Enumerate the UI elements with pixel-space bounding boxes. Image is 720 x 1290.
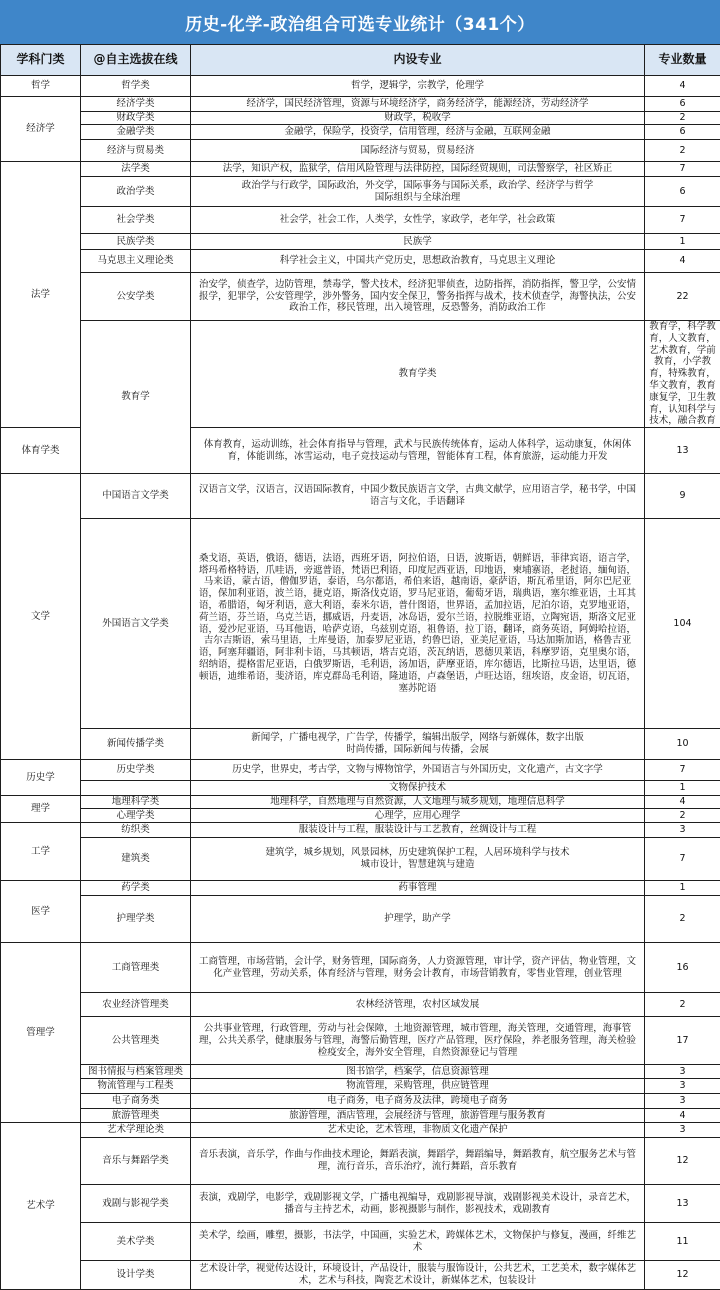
table-row [1, 1261, 720, 1290]
majors-cell: 哲学，逻辑学，宗教学，伦理学 [191, 76, 645, 97]
count-cell: 4 [645, 796, 720, 809]
subcategory-cell: 马克思主义理论类 [81, 250, 191, 273]
count-cell: 10 [645, 729, 720, 760]
majors-cell: 教育学，科学教育，人文教育，艺术教育，学前教育，小学教育，特殊教育，华文教育，教育康复学，卫生教育，认知科学与技术，融合教育 [645, 321, 720, 428]
majors-cell: 农林经济管理，农村区域发展 [191, 993, 645, 1017]
table-row [1, 1065, 720, 1079]
table-row [1, 1017, 720, 1065]
count-cell: 6 [645, 177, 720, 207]
table-row [1, 781, 720, 796]
count-cell: 4 [645, 1109, 720, 1123]
majors-cell: 汉语言文学，汉语言，汉语国际教育，中国少数民族语言文学，古典文献学，应用语言学，秘书学，中国语言与文化，手语翻译 [191, 474, 645, 519]
table-row [1, 76, 720, 97]
subcategory-cell: 法学类 [81, 162, 191, 177]
count-cell: 7 [645, 162, 720, 177]
table-row [1, 140, 720, 162]
table-row [1, 474, 720, 519]
subcategory-cell: 政治学类 [81, 177, 191, 207]
majors-cell: 体育教育，运动训练，社会体育指导与管理，武术与民族传统体育，运动人体科学，运动康复，休闲体育，体能训练，冰雪运动，电子竞技运动与管理，智能体育工程，体育旅游，运动能力开发 [191, 428, 645, 474]
table-row [1, 1185, 720, 1223]
count-cell: 2 [645, 896, 720, 943]
majors-cell: 地理科学，自然地理与自然资源，人文地理与城乡规划，地理信息科学 [191, 796, 645, 809]
subcategory-cell: 建筑类 [81, 838, 191, 881]
table-row [1, 207, 720, 234]
table-row [1, 809, 720, 823]
category-cell: 工学 [1, 823, 81, 881]
category-cell: 管理学 [1, 943, 81, 1123]
table-row [1, 1079, 720, 1094]
majors-cell: 艺术设计学，视觉传达设计，环境设计，产品设计，服装与服饰设计，公共艺术，工艺美术，数字媒体艺术，艺术与科技，陶瓷艺术设计，新媒体艺术，包装设计 [191, 1261, 645, 1290]
table-row [1, 273, 720, 321]
subcategory-cell: 经济学类 [81, 97, 191, 112]
category-cell: 艺术学 [1, 1123, 81, 1290]
subcategory-cell: 旅游管理类 [81, 1109, 191, 1123]
table-row [1, 1109, 720, 1123]
majors-cell: 法学，知识产权，监狱学，信用风险管理与法律防控，国际经贸规则，司法警察学，社区矫正 [191, 162, 645, 177]
subcategory-cell: 经济与贸易类 [81, 140, 191, 162]
subcategory-cell: 新闻传播学类 [81, 729, 191, 760]
majors-cell: 电子商务，电子商务及法律，跨境电子商务 [191, 1094, 645, 1109]
table-row [1, 881, 720, 896]
subcategory-cell: 美术学类 [81, 1223, 191, 1261]
count-cell: 11 [645, 1223, 720, 1261]
table-row [1, 519, 720, 729]
majors-cell: 药事管理 [191, 881, 645, 896]
table-body [1, 76, 720, 1290]
subcategory-cell: 教育学类 [191, 321, 645, 428]
count-cell: 9 [645, 474, 720, 519]
category-cell: 文学 [1, 474, 81, 760]
count-cell: 6 [645, 125, 720, 140]
majors-cell: 财政学，税收学 [191, 112, 645, 125]
subcategory-cell: 工商管理类 [81, 943, 191, 993]
table-row [1, 162, 720, 177]
count-cell: 3 [645, 823, 720, 838]
subcategory-cell: 药学类 [81, 881, 191, 896]
subcategory-cell: 历史学类 [81, 760, 191, 781]
table-row [1, 943, 720, 993]
count-cell: 22 [645, 273, 720, 321]
category-cell: 医学 [1, 881, 81, 943]
subcategory-cell: 护理学类 [81, 896, 191, 943]
table-row [1, 823, 720, 838]
majors-cell: 公共事业管理，行政管理，劳动与社会保障，土地资源管理，城市管理，海关管理，交通管理，海事管理，公共关系学，健康服务与管理，海警后勤管理，医疗产品管理，医疗保险，养老服务管理，海关检验检疫安全，海外安全管理，自然资源登记与管理 [191, 1017, 645, 1065]
majors-cell: 建筑学，城乡规划，风景园林，历史建筑保护工程，人居环境科学与技术 城市设计，智慧建筑与建造 [191, 838, 645, 881]
majors-cell: 历史学，世界史，考古学，文物与博物馆学，外国语言与外国历史，文化遗产，古文字学 [191, 760, 645, 781]
table-row [1, 1094, 720, 1109]
header-majors: 内设专业 [191, 45, 645, 76]
majors-cell: 美术学，绘画，雕塑，摄影，书法学，中国画，实验艺术，跨媒体艺术，文物保护与修复，漫画，纤维艺术 [191, 1223, 645, 1261]
subcategory-cell: 戏剧与影视学类 [81, 1185, 191, 1223]
table-row [1, 760, 720, 781]
table-row [1, 1138, 720, 1185]
count-cell: 3 [645, 1065, 720, 1079]
count-cell: 3 [645, 1123, 720, 1138]
subcategory-cell: 社会学类 [81, 207, 191, 234]
majors-cell: 经济学，国民经济管理，资源与环境经济学，商务经济学，能源经济，劳动经济学 [191, 97, 645, 112]
subcategory-cell: 电子商务类 [81, 1094, 191, 1109]
count-cell: 2 [645, 140, 720, 162]
majors-cell: 国际经济与贸易，贸易经济 [191, 140, 645, 162]
majors-cell: 政治学与行政学，国际政治，外交学，国际事务与国际关系，政治学、经济学与哲学 国际组织与全球治理 [191, 177, 645, 207]
major-statistics-table [0, 44, 720, 1290]
table-row [1, 112, 720, 125]
category-cell: 理学 [1, 796, 81, 823]
header-category: 学科门类 [1, 45, 81, 76]
category-cell: 教育学 [81, 321, 191, 474]
subcategory-cell: 中国语言文学类 [81, 474, 191, 519]
table-row [1, 321, 720, 428]
subcategory-cell: 公共管理类 [81, 1017, 191, 1065]
count-cell: 2 [645, 809, 720, 823]
majors-cell: 社会学，社会工作，人类学，女性学，家政学，老年学，社会政策 [191, 207, 645, 234]
subcategory-cell: 公安学类 [81, 273, 191, 321]
table-row [1, 97, 720, 112]
subcategory-cell: 艺术学理论类 [81, 1123, 191, 1138]
table-row [1, 234, 720, 250]
majors-cell: 金融学，保险学，投资学，信用管理，经济与金融，互联网金融 [191, 125, 645, 140]
count-cell: 2 [645, 112, 720, 125]
count-cell: 1 [645, 234, 720, 250]
majors-cell: 护理学，助产学 [191, 896, 645, 943]
majors-cell: 民族学 [191, 234, 645, 250]
subcategory-cell: 哲学类 [81, 76, 191, 97]
count-cell: 7 [645, 760, 720, 781]
count-cell: 13 [645, 428, 720, 474]
majors-cell: 图书馆学，档案学，信息资源管理 [191, 1065, 645, 1079]
majors-cell: 表演，戏剧学，电影学，戏剧影视文学，广播电视编导，戏剧影视导演，戏剧影视美术设计，录音艺术，播音与主持艺术，动画，影视摄影与制作，影视技术，戏剧教育 [191, 1185, 645, 1223]
count-cell: 1 [645, 781, 720, 796]
table-row [1, 796, 720, 809]
subcategory-cell: 金融学类 [81, 125, 191, 140]
majors-cell: 音乐表演，音乐学，作曲与作曲技术理论，舞蹈表演，舞蹈学，舞蹈编导，舞蹈教育，航空服务艺术与管理，流行音乐，音乐治疗，流行舞蹈，音乐教育 [191, 1138, 645, 1185]
majors-cell: 文物保护技术 [191, 781, 645, 796]
majors-cell: 科学社会主义，中国共产党历史，思想政治教育，马克思主义理论 [191, 250, 645, 273]
subcategory-cell: 图书情报与档案管理类 [81, 1065, 191, 1079]
subcategory-cell: 农业经济管理类 [81, 993, 191, 1017]
count-cell: 3 [645, 1094, 720, 1109]
page-title: 历史-化学-政治组合可选专业统计（341个） [0, 0, 720, 44]
subcategory-cell: 民族学类 [81, 234, 191, 250]
majors-cell: 艺术史论，艺术管理，非物质文化遗产保护 [191, 1123, 645, 1138]
table-row [1, 1223, 720, 1261]
majors-cell: 心理学，应用心理学 [191, 809, 645, 823]
subcategory-cell: 心理学类 [81, 809, 191, 823]
header-count: 专业数量 [645, 45, 720, 76]
count-cell: 7 [645, 207, 720, 234]
majors-cell: 治安学，侦查学，边防管理，禁毒学，警犬技术，经济犯罪侦查，边防指挥，消防指挥，警卫学，公安情报学，犯罪学，公安管理学，涉外警务，国内安全保卫，警务指挥与战术，技术侦查学，海警执法，公安政治工作，移民管理，出入境管理，反恐警务，消防政治工作 [191, 273, 645, 321]
subcategory-cell: 设计学类 [81, 1261, 191, 1290]
table-row [1, 1123, 720, 1138]
table-header-row [1, 45, 720, 76]
majors-cell: 桑戈语，英语，俄语，德语，法语，西班牙语，阿拉伯语，日语，波斯语，朝鲜语，菲律宾语，语言学，塔玛希格特语，爪哇语，旁遮普语，梵语巴利语，印度尼西亚语，印地语，柬埔寨语，老挝语，缅甸语，马来语，蒙古语，僧伽罗语，泰语，乌尔都语，希伯来语，越南语，豪萨语，斯瓦希里语，阿尔巴尼亚语，保加利亚语，波兰语，捷克语，斯洛伐克语，罗马尼亚语，葡萄牙语，瑞典语，塞尔维亚语，土耳其语，希腊语，匈牙利语，意大利语，泰米尔语，普什图语，世界语，孟加拉语，尼泊尔语，克罗地亚语，荷兰语，芬兰语，乌克兰语，挪威语，丹麦语，冰岛语，爱尔兰语，拉脱维亚语，立陶宛语，斯洛文尼亚语，爱沙尼亚语，马耳他语，哈萨克语，乌兹别克语，祖鲁语，拉丁语，翻译，商务英语，阿姆哈拉语，吉尔吉斯语，索马里语，土库曼语，加泰罗尼亚语，约鲁巴语，亚美尼亚语，马达加斯加语，格鲁吉亚语，阿塞拜疆语，阿非利卡语，马其顿语，塔吉克语，茨瓦纳语，恩德贝莱语，科摩罗语，克里奥尔语，绍纳语，提格雷尼亚语，白俄罗斯语，毛利语，汤加语，萨摩亚语，库尔德语，比斯拉马语，达里语，德顿语，迪维希语，斐济语，库克群岛毛利语，隆迪语，卢森堡语，卢旺达语，纽埃语，皮金语，切瓦语，塞苏陀语 [191, 519, 645, 729]
count-cell: 104 [645, 519, 720, 729]
count-cell: 17 [645, 1017, 720, 1065]
count-cell: 16 [645, 943, 720, 993]
count-cell: 13 [645, 1185, 720, 1223]
table-row [1, 729, 720, 760]
subcategory-cell: 财政学类 [81, 112, 191, 125]
header-subcategory: @自主选拔在线 [81, 45, 191, 76]
count-cell: 3 [645, 1079, 720, 1094]
count-cell: 4 [645, 76, 720, 97]
count-cell: 1 [645, 881, 720, 896]
count-cell: 4 [645, 250, 720, 273]
subcategory-cell: 纺织类 [81, 823, 191, 838]
count-cell: 2 [645, 993, 720, 1017]
table-row [1, 993, 720, 1017]
table-row [1, 177, 720, 207]
count-cell: 12 [645, 1261, 720, 1290]
table-row [1, 896, 720, 943]
majors-cell: 物流管理，采购管理，供应链管理 [191, 1079, 645, 1094]
table-row [1, 838, 720, 881]
category-cell: 法学 [1, 162, 81, 428]
subcategory-cell: 外国语言文学类 [81, 519, 191, 729]
count-cell: 6 [645, 97, 720, 112]
count-cell: 12 [645, 1138, 720, 1185]
majors-cell: 服装设计与工程，服装设计与工艺教育，丝绸设计与工程 [191, 823, 645, 838]
subcategory-cell: 地理科学类 [81, 796, 191, 809]
category-cell: 经济学 [1, 97, 81, 162]
majors-cell: 工商管理，市场营销，会计学，财务管理，国际商务，人力资源管理，审计学，资产评估，物业管理，文化产业管理，劳动关系，体育经济与管理，财务会计教育，市场营销教育，零售业管理，创业管理 [191, 943, 645, 993]
table-row [1, 125, 720, 140]
majors-cell: 新闻学，广播电视学，广告学，传播学，编辑出版学，网络与新媒体，数字出版 时尚传播，国际新闻与传播，会展 [191, 729, 645, 760]
subcategory-cell: 音乐与舞蹈学类 [81, 1138, 191, 1185]
table-row [1, 250, 720, 273]
subcategory-cell-empty [81, 781, 191, 796]
category-cell: 历史学 [1, 760, 81, 796]
count-cell: 7 [645, 838, 720, 881]
subcategory-cell: 物流管理与工程类 [81, 1079, 191, 1094]
subcategory-cell: 体育学类 [1, 428, 81, 474]
majors-cell: 旅游管理，酒店管理，会展经济与管理，旅游管理与服务教育 [191, 1109, 645, 1123]
category-cell: 哲学 [1, 76, 81, 97]
